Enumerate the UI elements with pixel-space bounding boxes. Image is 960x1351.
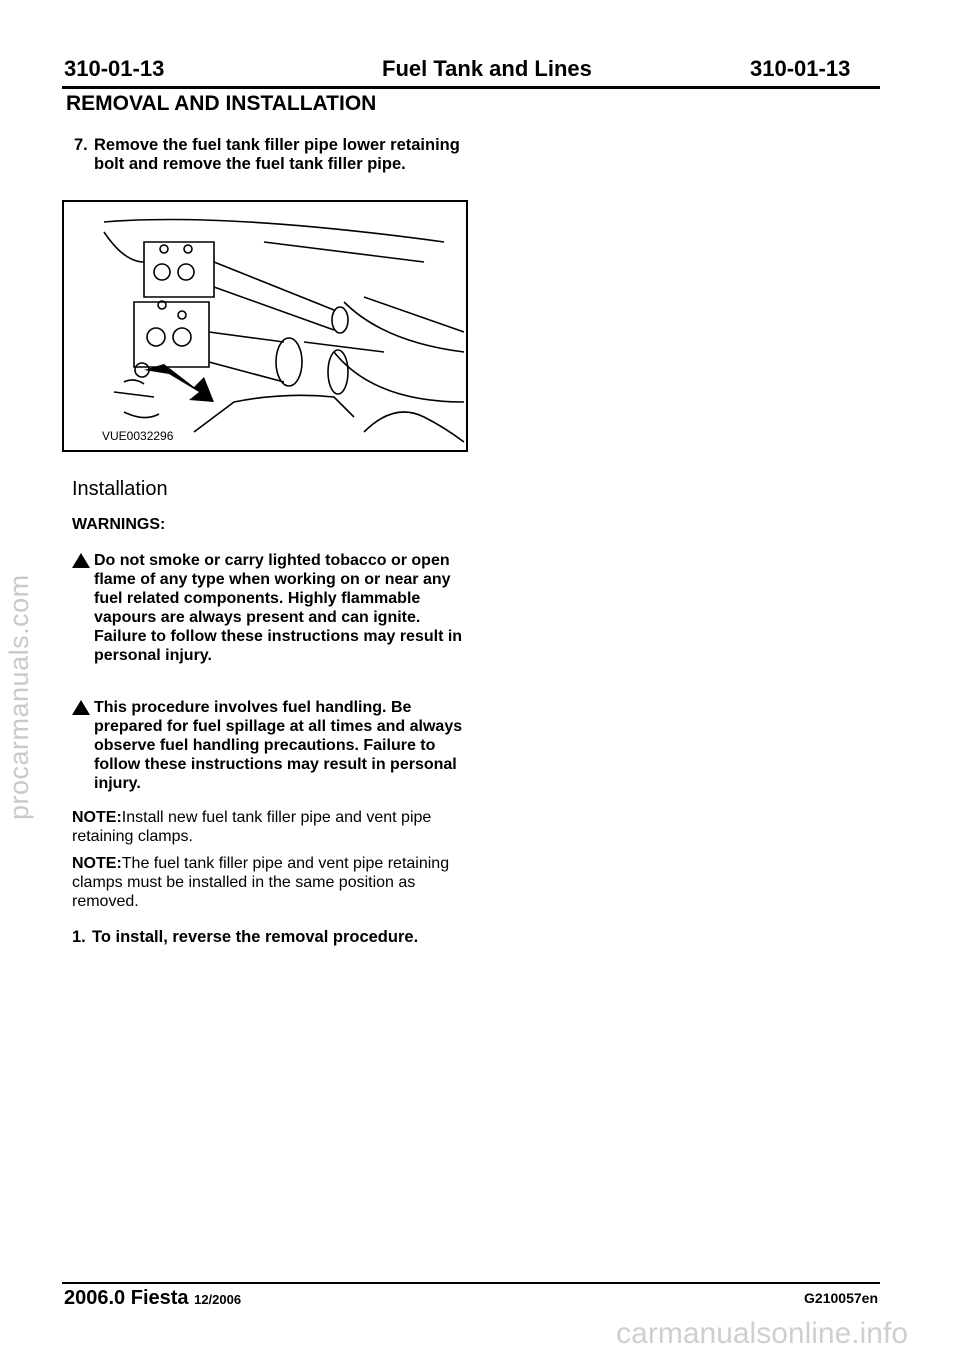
footer-date: 12/2006 [194,1292,242,1307]
watermark-left: procarmanuals.com [4,574,34,820]
step-number: 1. [72,928,86,946]
note-text: Install new fuel tank filler pipe and vent pipe retaining clamps. [72,809,432,845]
step-number: 7. [74,136,88,154]
footer-model [64,1287,241,1310]
watermark-bottom: carmanualsonline.info [616,1317,908,1350]
step-1 [72,928,472,947]
warning-text: This procedure involves fuel handling. Be prepared for fuel spillage at all times and always observe fuel handling precautions. Failure to follow these instructions may result in personal injury. [94,699,463,792]
note-label: NOTE: [72,809,122,826]
arrow-icon [144,364,214,402]
note-install-clamps [72,808,472,846]
note-text: The fuel tank filler pipe and vent pipe retaining clamps must be installed in the same position as removed. [72,855,450,910]
note-label: NOTE: [72,855,122,872]
figure-label: VUE0032296 [102,429,174,443]
step-text: Remove the fuel tank filler pipe lower retaining bolt and remove the fuel tank filler pipe. [94,136,460,173]
installation-heading: Installation [72,478,168,500]
header-code-right: 310-01-13 [750,56,851,81]
warning-triangle-icon [72,700,90,715]
header-code-left: 310-01-13 [64,56,165,81]
step-7 [74,136,474,174]
footer-rule [62,1282,880,1284]
figure-filler-pipe [62,200,468,452]
section-title: REMOVAL AND INSTALLATION [66,92,377,115]
step-text: To install, reverse the removal procedure. [92,928,419,946]
warning-fuel-handling [94,698,474,793]
warnings-label: WARNINGS: [72,516,166,533]
footer-code: G210057en [804,1290,878,1306]
warning-triangle-icon [72,553,90,568]
warning-text: Do not smoke or carry lighted tobacco or open flame of any type when working on or near any fuel related components. Highly flammable vapours are always present and can ignite. Failure to follow these instructions may result in personal injury. [94,552,463,664]
footer-model-text: 2006.0 Fiesta [64,1287,189,1309]
header-rule [62,86,880,89]
filler-pipe-illustration [64,202,466,450]
note-clamp-position [72,854,472,911]
warning-smoking [94,551,474,665]
header-title: Fuel Tank and Lines [382,56,592,81]
